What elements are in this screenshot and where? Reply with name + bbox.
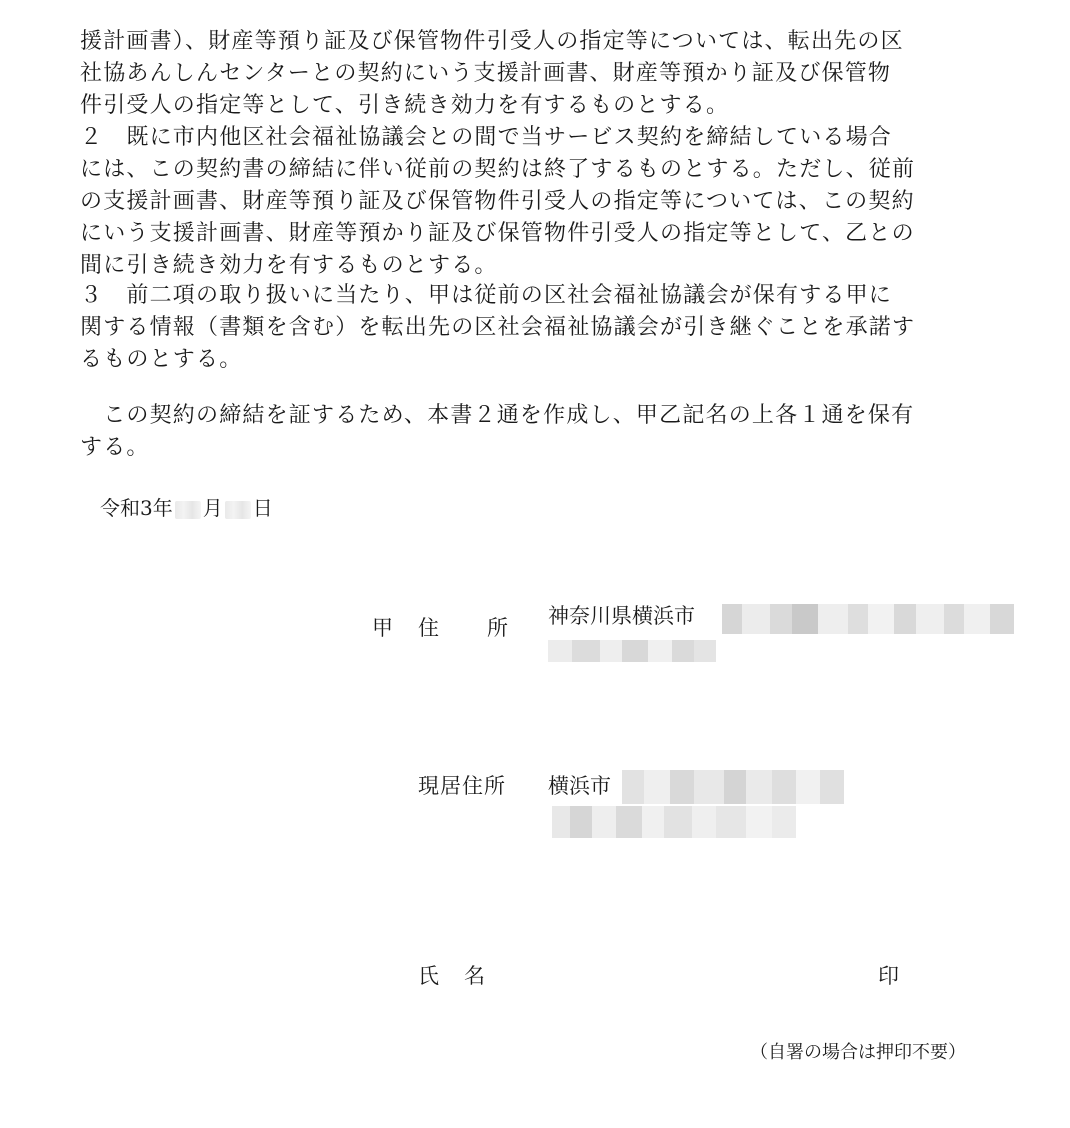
body-line-7: にいう支援計画書、財産等預かり証及び保管物件引受人の指定等として、乙との <box>80 221 915 246</box>
address-label: 住 所 <box>418 616 510 640</box>
body-line-4: ２ 既に市内他区社会福祉協議会との間で当サービス契約を締結している場合 <box>80 125 893 150</box>
redacted-address-line-2 <box>548 640 716 662</box>
body-line-2: 社協あんしんセンターとの契約にいう支援計画書、財産等預かり証及び保管物 <box>80 61 892 86</box>
seal-mark: 印 <box>878 964 899 988</box>
redacted-address-line-1 <box>722 604 1014 634</box>
closing-line-1: この契約の締結を証するため、本書２通を作成し、甲乙記名の上各１通を保有 <box>80 403 915 428</box>
party-a-label: 甲 <box>372 616 393 640</box>
redacted-current-address-line-2 <box>552 806 796 838</box>
date-month-label: 月 <box>202 496 223 520</box>
current-address-label: 現居住所 <box>418 774 506 798</box>
redacted-day <box>225 501 251 519</box>
body-line-8: 間に引き続き効力を有するものとする。 <box>80 253 498 278</box>
redacted-current-address-line-1 <box>622 770 844 804</box>
date-day-label: 日 <box>252 496 273 520</box>
current-address-prefix: 横浜市 <box>548 774 611 798</box>
body-line-3: 件引受人の指定等として、引き続き効力を有するものとする。 <box>80 93 730 118</box>
contract-date <box>100 492 273 524</box>
date-era-year: 令和3年 <box>100 496 173 520</box>
name-label: 氏 名 <box>418 964 487 988</box>
body-line-11: るものとする。 <box>80 347 243 372</box>
seal-exemption-note: （自署の場合は押印不要） <box>750 1042 966 1063</box>
party-a-address-prefix: 神奈川県横浜市 <box>548 604 695 628</box>
body-line-6: の支援計画書、財産等預り証及び保管物件引受人の指定等については、この契約 <box>80 189 915 214</box>
closing-line-2: する。 <box>80 435 150 460</box>
body-line-9: ３ 前二項の取り扱いに当たり、甲は従前の区社会福祉協議会が保有する甲に <box>80 283 893 308</box>
body-line-5: には、この契約書の締結に伴い従前の契約は終了するものとする。ただし、従前 <box>80 157 916 182</box>
redacted-month <box>175 501 201 519</box>
body-line-10: 関する情報（書類を含む）を転出先の区社会福祉協議会が引き継ぐことを承諾す <box>80 315 916 340</box>
body-line-1: 援計画書）、財産等預り証及び保管物件引受人の指定等については、転出先の区 <box>80 29 904 54</box>
